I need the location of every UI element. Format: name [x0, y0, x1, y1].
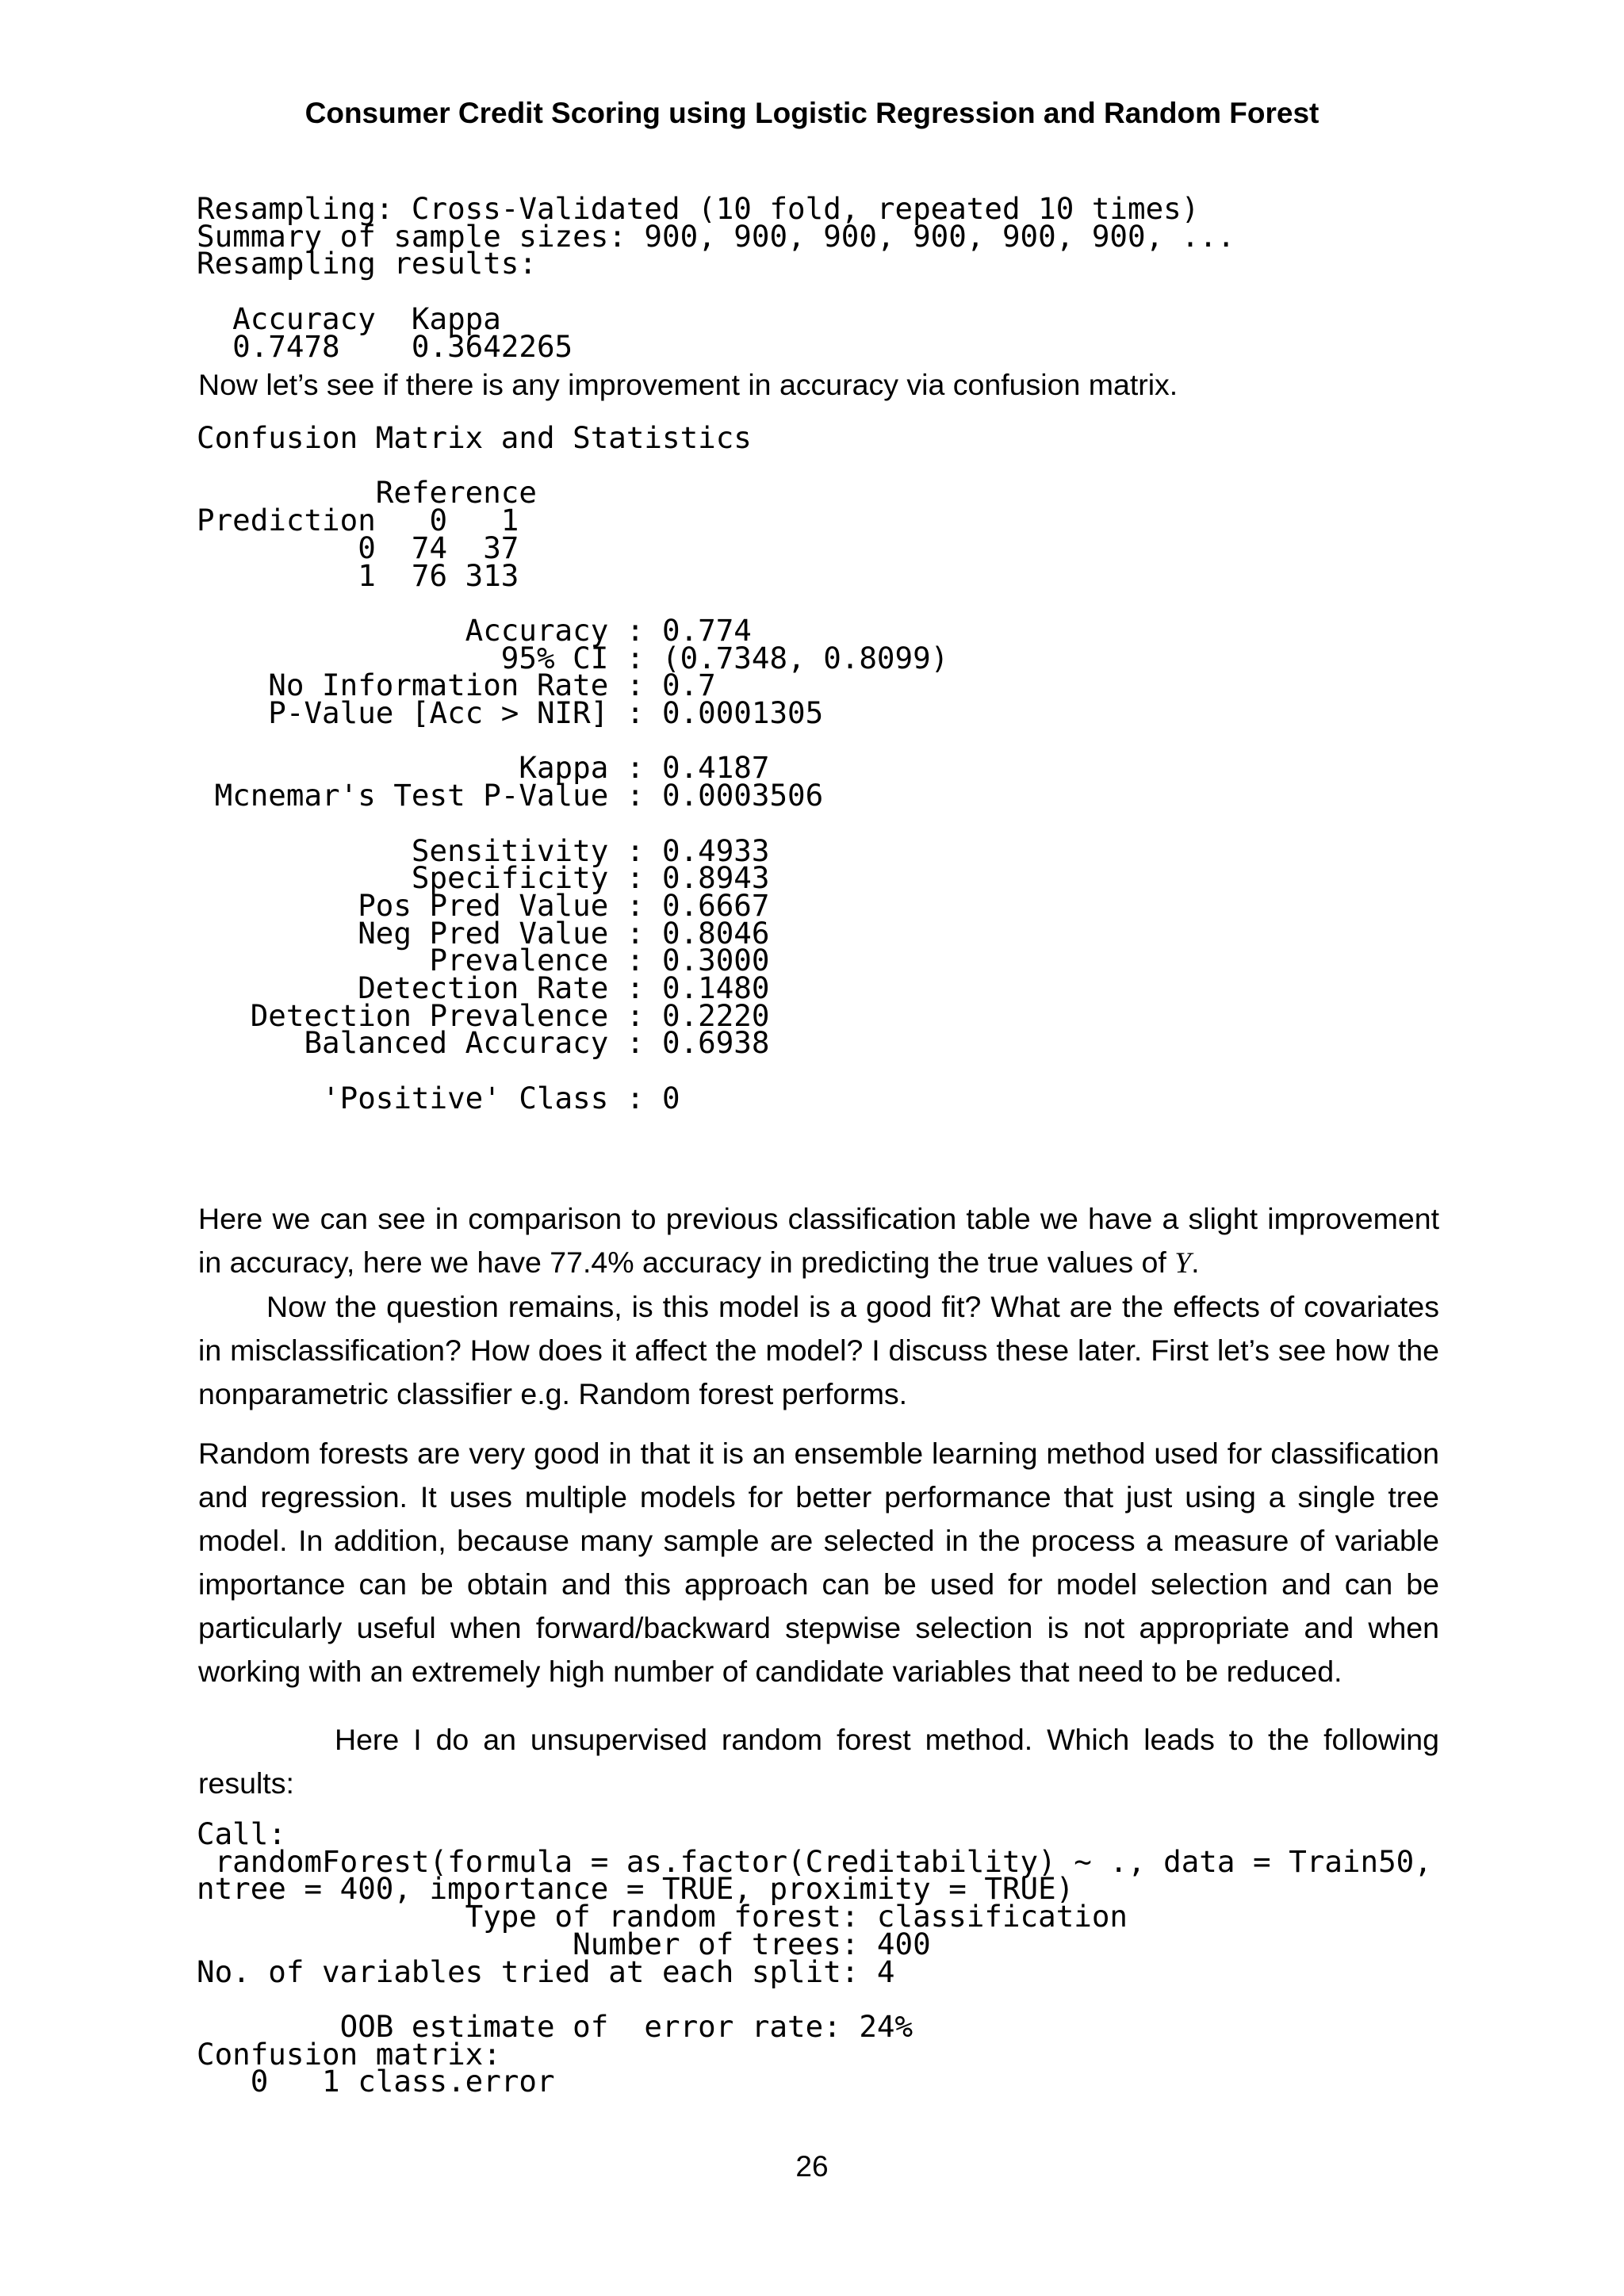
unsupervised-text: Here I do an unsupervised random forest method. Which leads to the following results: — [198, 1723, 1439, 1800]
comparison-text-start: Here we can see in comparison to previous classification table we have a slight improvement in accuracy, here we have 77.4% accuracy in predicting the true values of — [198, 1202, 1439, 1279]
page-header-title: Consumer Credit Scoring using Logistic Regression and Random Forest — [304, 97, 1320, 129]
comparison-text — [198, 1197, 1439, 1285]
page-number: 26 — [795, 2150, 829, 2183]
paragraph-comparison — [198, 1197, 1439, 1416]
paragraph-random-forest — [198, 1432, 1439, 1693]
code-block-resampling: Resampling: Cross-Validated (10 fold, repeated 10 times) Summary of sample sizes: 900, 900, 900, 900, 900, 900, ... Resampling results: Accuracy Kappa 0.7478 0.3642265 — [197, 191, 1235, 364]
comparison-text-end: . — [1191, 1246, 1200, 1279]
code-block-random-forest: Call: randomForest(formula = as.factor(Creditability) ~ ., data = Train50, ntree = 400, importance = TRUE, proximity = TRUE) Type of random forest: classification Number of trees: 400 No. of variables tried at each split: 4 OOB estimate of error rate: 24% Confusion matrix: 0 1 class.error — [197, 1816, 1432, 2099]
intro-text: Now let’s see if there is any improvement in accuracy via confusion matrix. — [198, 368, 1178, 401]
random-forest-text: Random forests are very good in that it is an ensemble learning method used for classification and regression. It uses multiple models for better performance that just using a single tree model. In addition, because many sample are selected in the process a measure of variable importance can be obtain and this approach can be used for model selection and can be particularly useful when forward/backward stepwise selection is not appropriate and when working with an extremely high number of candidate variables that need to be reduced. — [198, 1437, 1439, 1688]
paragraph-intro — [198, 363, 1439, 407]
variable-y: Y — [1174, 1247, 1192, 1280]
code-block-confusion-matrix: Confusion Matrix and Statistics Reference Prediction 0 1 0 74 37 1 76 313 Accuracy : 0.774 95% CI : (0.7348, 0.8099) No Information Rate : 0.7 P-Value [Acc > NIR] : 0.0001305 Kappa : 0.4187 Mcnemar's Test P-Value : 0.0003506 Sensitivity : 0.4933 Specificity : 0.8943 Pos Pred Value : 0.6667 Neg Pred Value : 0.8046 Prevalence : 0.3000 Detection Rate : 0.1480 Detection Prevalence : 0.2220 Balanced Accuracy : 0.6938 'Positive' Class : 0 — [197, 420, 949, 1115]
paragraph-unsupervised — [198, 1718, 1439, 1805]
question-text: Now the question remains, is this model is a good fit? What are the effects of covariates in misclassification? How does it affect the model? I discuss these later. First let’s see how the nonparametric classifier e.g. Random forest performs. — [198, 1290, 1439, 1410]
